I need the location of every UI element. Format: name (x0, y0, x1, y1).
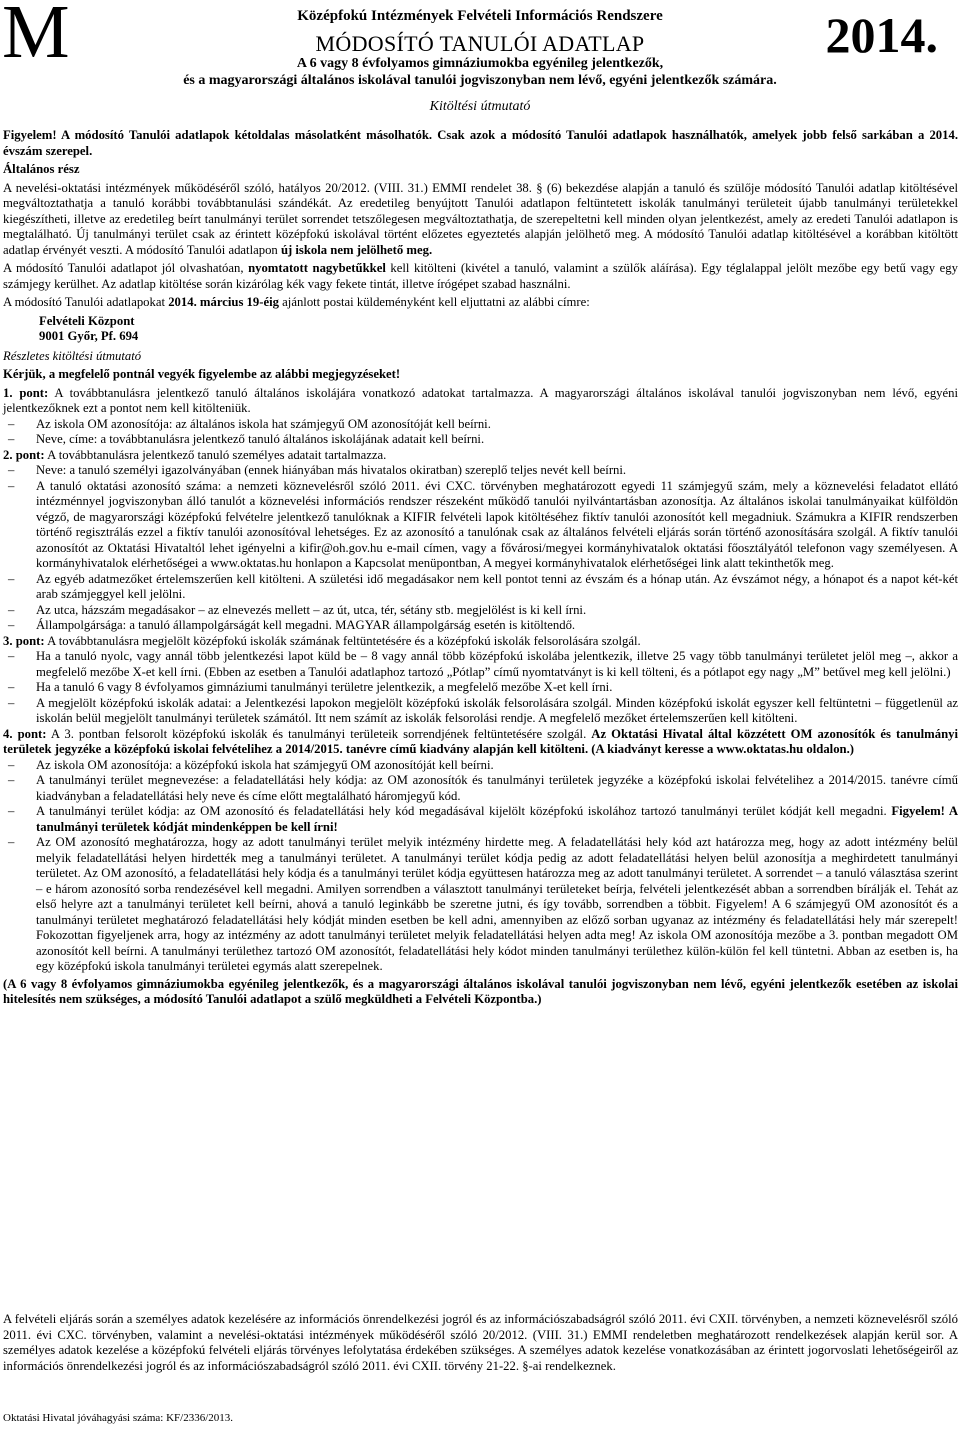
general-p1-bold: új iskola nem jelölhető meg. (280, 242, 433, 257)
mailing-address (39, 314, 958, 345)
point-1-item: – Az iskola OM azonosítója: az általános iskola hat számjegyű OM azonosítóját kell beírni. (3, 417, 958, 433)
detailed-heading: Részletes kitöltési útmutató (3, 348, 142, 363)
point-4-item (3, 804, 958, 835)
general-p2-bold: nyomtatott nagybetűkkel (248, 261, 386, 275)
logo-letter: M (2, 0, 70, 74)
general-heading-text: Általános rész (3, 162, 80, 176)
address-line-2: 9001 Győr, Pf. 694 (39, 329, 139, 343)
point-2-item: – Neve: a tanuló személyi igazolványában (ennek hiányában más hivatalos okiratban) szereplő teljes nevét kell beírni. (3, 463, 958, 479)
point-1-item: – Neve, címe: a továbbtanulásra jelentkező tanuló általános iskolájának adatait kell beírni. (3, 432, 958, 448)
point-3 (3, 634, 958, 650)
point-2-item: – Állampolgársága: a tanuló állampolgárságát kell megadni. MAGYAR állampolgárság esetén is kitöltendő. (3, 618, 958, 634)
general-paragraph-1 (3, 181, 958, 259)
point-2-text: A továbbtanulásra jelentkező tanuló személyes adatait tartalmazza. (44, 447, 387, 462)
general-p3-bold: 2014. március 19-éig (168, 295, 279, 309)
detailed-request-text: Kérjük, a megfelelő pontnál vegyék figyelembe az alábbi megjegyzéseket! (3, 367, 401, 381)
point-4-bold: Az Oktatási Hivatal által közzétett OM azonosítók és tanulmányi területek jegyzéke a középfokú iskolai felvételihez a 2014/2015. tanévre című kiadvány alapján kell kitölteni. (A kiadványt keresse a www.oktatas.hu oldalon.) (3, 726, 959, 756)
form-subtitle-line-1: A 6 vagy 8 évfolyamos gimnáziumokba egyénileg jelentkezők, (296, 56, 664, 71)
point-2-item: – Az utca, házszám megadásakor – az elnevezés mellett – az út, utca, tér, sétány stb. megjelölést is ki kell írni. (3, 603, 958, 619)
point-3-item: – A megjelölt középfokú iskolák adatai: a Jelentkezési lapokon megjelölt középfokú iskolák felsorolására szolgál. Minden középfokú iskolát egyszer kell feltüntetni – függetlenül az iskolán belül megjelölt tanulmányi területek számától. Itt nem számít az iskolák felsorolási rendje. A megfelelő mezőket értelemszerűen kell kitölteni. (3, 696, 958, 727)
point-3-text: A továbbtanulásra megjelölt középfokú iskolák számának feltüntetésére és a középfokú iskolák felsorolására szolgál. (44, 633, 641, 648)
general-heading (3, 162, 958, 178)
point-3-item: – Ha a tanuló 6 vagy 8 évfolyamos gimnáziumi tanulmányi területre jelentkezik, a megfelelő mezőbe X-et kell írni. (3, 680, 958, 696)
closing-note (3, 977, 958, 1008)
point-2 (3, 448, 958, 464)
point-4-item: – Az OM azonosító meghatározza, hogy az adott tanulmányi terület melyik intézmény hirdette meg. A feladatellátási hely kód azt határozza meg, hogy az adott intézmény belül melyik feladatellátási helyen hirdették meg a tanulmányi területet. A tanulmányi terület kódja pedig az adott feladatellátási helyen belül azonosítja a meghirdetett tanulmányi területet. Az OM azonosító, a feladatellátási hely kódja és a tanulmányi terület kódja együttesen határozza meg az adott tanulmányi területet. A sorrendet – a tanuló választása szerint – e három azonosító sorba rendezésével kell megadni. Amilyen sorrendben a választott tanulmányi területeket beírja, felvételi jelentkezését abban a sorrendben bírálják el. Tehát az első helyre azt a tanulmányi területet kell beírni, ahová a tanuló leginkább be szeretne jutni, és így tovább, sorrendben a többit. Figyelem! A 6 számjegyű OM azonosítót és a tanulmányi területet meghatározó feladatellátási hely kódját minden esetben be kell adni, amennyiben az előző sorban ugyanaz az intézmény és feladatellátási hely már szerepelt! Fokozottan figyeljenek arra, hogy az intézmény az adott tanulmányi területet melyik feladatellátási helyen adta meg! Az iskola OM azonosítója mezőbe a 3. pontban megadott OM azonosítót kell beírni. A tanulmányi területhez tartozó OM azonosítót, feladatellátási hely kódot minden tanulmányi területhez külön-külön fel kell tüntetni. Abban az esetben is, ha egy középfokú iskola tanulmányi területei egymás alatt szerepelnek. (3, 835, 958, 975)
point-3-item: – Ha a tanuló nyolc, vagy annál több jelentkezési lapot küld be – 8 vagy annál több középfokú iskolába jelentkezik, illetve 25 vagy több tanulmányi területet jelöl meg –, akkor a megfelelő mezőbe X-et kell írni. (Ebben az esetben a Tanulói adatlaphoz tartozó „Pótlap” című nyomtatványt is ki kell tölteni, és a pótlapot egy nagy „M” betűvel meg kell jelölni.) (3, 649, 958, 680)
point-1-text: A továbbtanulásra jelentkező tanuló általános iskolájára vonatkozó adatokat tartalmazza. A magyarországi általános iskolával tanulói jogviszonyban nem lévő, egyéni jelentkezőknek ezt a pontot nem kell kitölteniük. (3, 385, 959, 415)
general-p2-text-b: kell kitölteni (kivétel a tanuló, valamint a szülők aláírása). Egy téglalappal jelölt mezőbe egy betű vagy egy számjegy kerülhet. Az adatlap kitöltése során kizárólag kék vagy fekete tintát, illetve írógépet szabad használni. (3, 261, 958, 291)
point-4-item-3-bold: Figyelem! A tanulmányi területek kódját mindenképpen be kell írni! (36, 804, 958, 834)
point-4-item-3-text: A tanulmányi terület kódja: az OM azonosító és feladatellátási hely kód megadásával kijelölt középfokú iskolához tartozó tanulmányi terület kódját kell megadni. (36, 804, 892, 818)
point-1-label: 1. pont: (3, 385, 49, 400)
point-4-label: 4. pont: (3, 726, 47, 741)
general-p1-text: A nevelési-oktatási intézmények működéséről szóló, hatályos 20/2012. (VIII. 31.) EMMI rendelet 38. § (6) bekezdése alapján a tanuló és szülője módosító Tanulói adatlap kitöltésével megváltoztathatja a tanuló korábbi továbbtanulási szándékát. Az eredetileg benyújtott Tanulói adatlapon feltüntetett iskolák tanulmányi területeit újabb tanulmányi területekkel kiegészítheti, illetve az eredetileg beírt tanulmányi terület sorrendet tetszőlegesen megváltoztathatja, de szerepeltetni kell minden olyan jelentkezést, amely az eredeti Tanulói adatlapon is megtalálható. Új tanulmányi terület csak az érintett középfokú iskolával történt előzetes egyeztetés alapján jelölhető meg. A módosító Tanulói adatlap kitöltésével a korábban kitöltött adatlap érvényét veszti. A módosító Tanulói adatlapon (3, 180, 958, 257)
form-title: MÓDOSÍTÓ TANULÓI ADATLAP (315, 31, 645, 56)
warning-paragraph (3, 128, 958, 159)
address-line-1: Felvételi Központ (39, 313, 135, 328)
point-2-item: – Az egyéb adatmezőket értelemszerűen kell kitölteni. A születési idő megadásakor nem kell pontot tenni az évszám és a hónap után. Az évszámot négy, a hónapot és a napot két-két arab számjeggyel kell jelölni. (3, 572, 958, 603)
general-p3-text-b: ajánlott postai küldeményként kell eljuttatni az alábbi címre: (278, 295, 590, 309)
point-2-item: – A tanuló oktatási azonosító száma: a nemzeti köznevelésről szóló 2011. évi CXC. törvényben meghatározott egyedi 11 számjegyű szám, mely a köznevelési feladatot ellátó intézménnyel jogviszonyban álló tanulót a köznevelési információs rendszer részeként működő tanulói nyilvántartásban azonosítja. Az általános iskolai tanulmányaikat külföldön végző, de magyarországi középfokú felvételre jelentkező tanulóknak a KIFIR felvételi lapok kitöltéséhez fiktív tanulói azonosítót kell megadniuk. Számukra a KIFIR rendszerben történő regisztrálás ezzel a fiktív tanulói azonosítóval lehetséges. Ez az azonosító a tanulónak csak az általános felvételi eljárás során történő azonosítására szolgál. A fiktív tanulói azonosítót az Oktatási Hivataltól lehet igényelni a kifir@oh.gov.hu e-mail címen, vagy a fővárosi/megyei kormányhivatalok oktatási főosztályától telefonon vagy személyesen. A kormányhivatalok elérhetőségei a www.oktatas.hu honlapon a Kapcsolat menüpontban, A megyei kormányhivatalok elérhetőségei link alatt tekinthetők meg. (3, 479, 958, 572)
privacy-notice: A felvételi eljárás során a személyes adatok kezelésére az információs önrendelkezési jogról és az információszabadságról szóló 2011. évi CXII. törvényben, a nemzeti köznevelésről szóló 2011. évi CXC. törvényben, valamint a nevelési-oktatási intézmények működéséről szóló 20/2012. (VIII. 31.) EMMI rendeletben meghatározott rendelkezések alapján kerül sor. A személyes adatok kezelése a középfokú felvételi eljárás törvényes lefolytatása érdekében szükséges. A személyes adatok kezelése vonatkozásában az érintett jogorvoslati lehetőségeiről az információs önrendelkezési jogról és az információszabadságról szóló 2011. évi CXII. törvény 21-22. §-ai rendelkeznek. (3, 1312, 958, 1373)
general-p2-text-a: A módosító Tanulói adatlapot jól olvashatóan, (3, 261, 249, 275)
warning-text: Figyelem! A módosító Tanulói adatlapok kétoldalas másolatként másolhatók. Csak azok a módosító Tanulói adatlapok használhatók, amelyek jobb felső sarkában a 2014. évszám szerepel. (3, 128, 958, 158)
point-2-label: 2. pont: (3, 447, 45, 462)
point-4-item: – A tanulmányi terület megnevezése: a feladatellátási hely kódja: az OM azonosítók és tanulmányi területek jegyzéke a középfokú iskolai felvételihez a 2014/2015. tanévre című kiadványban a feladatellátási hely neve és címe előtt megtalálható háromjegyű kód. (3, 773, 958, 804)
point-1 (3, 386, 958, 417)
closing-note-text: (A 6 vagy 8 évfolyamos gimnáziumokba egyénileg jelentkezők, és a magyarországi általános iskolával tanulói jogviszonyban nem lévő, egyéni jelentkezők esetében az iskolai hitelesítés nem szükséges, a módosító Tanulói adatlapot a szülő megküldheti a Felvételi Központba.) (3, 976, 958, 1006)
form-year: 2014. (825, 7, 938, 63)
guide-title: Kitöltési útmutató (429, 99, 531, 114)
system-name: Középfokú Intézmények Felvételi Információs Rendszere (297, 8, 663, 24)
detailed-request (3, 367, 958, 383)
point-4-item: – Az iskola OM azonosítója: a középfokú iskola hat számjegyű OM azonosítóját kell beírni. (3, 758, 958, 774)
general-p3-text-a: A módosító Tanulói adatlapokat (3, 295, 169, 309)
general-paragraph-2 (3, 261, 958, 292)
point-4 (3, 727, 958, 758)
general-paragraph-3 (3, 295, 958, 311)
instructions-body (3, 128, 958, 1011)
form-subtitle-line-2: és a magyarországi általános iskolával tanulói jogviszonyban nem lévő, egyéni jelentkezők számára. (183, 73, 777, 88)
point-3-label: 3. pont: (3, 633, 45, 648)
approval-number: Oktatási Hivatal jóváhagyási száma: KF/2336/2013. (3, 1412, 234, 1424)
point-4-text: A 3. pontban felsorolt középfokú iskolák és tanulmányi területeik sorrendjének feltüntetésére szolgál. (46, 726, 592, 741)
